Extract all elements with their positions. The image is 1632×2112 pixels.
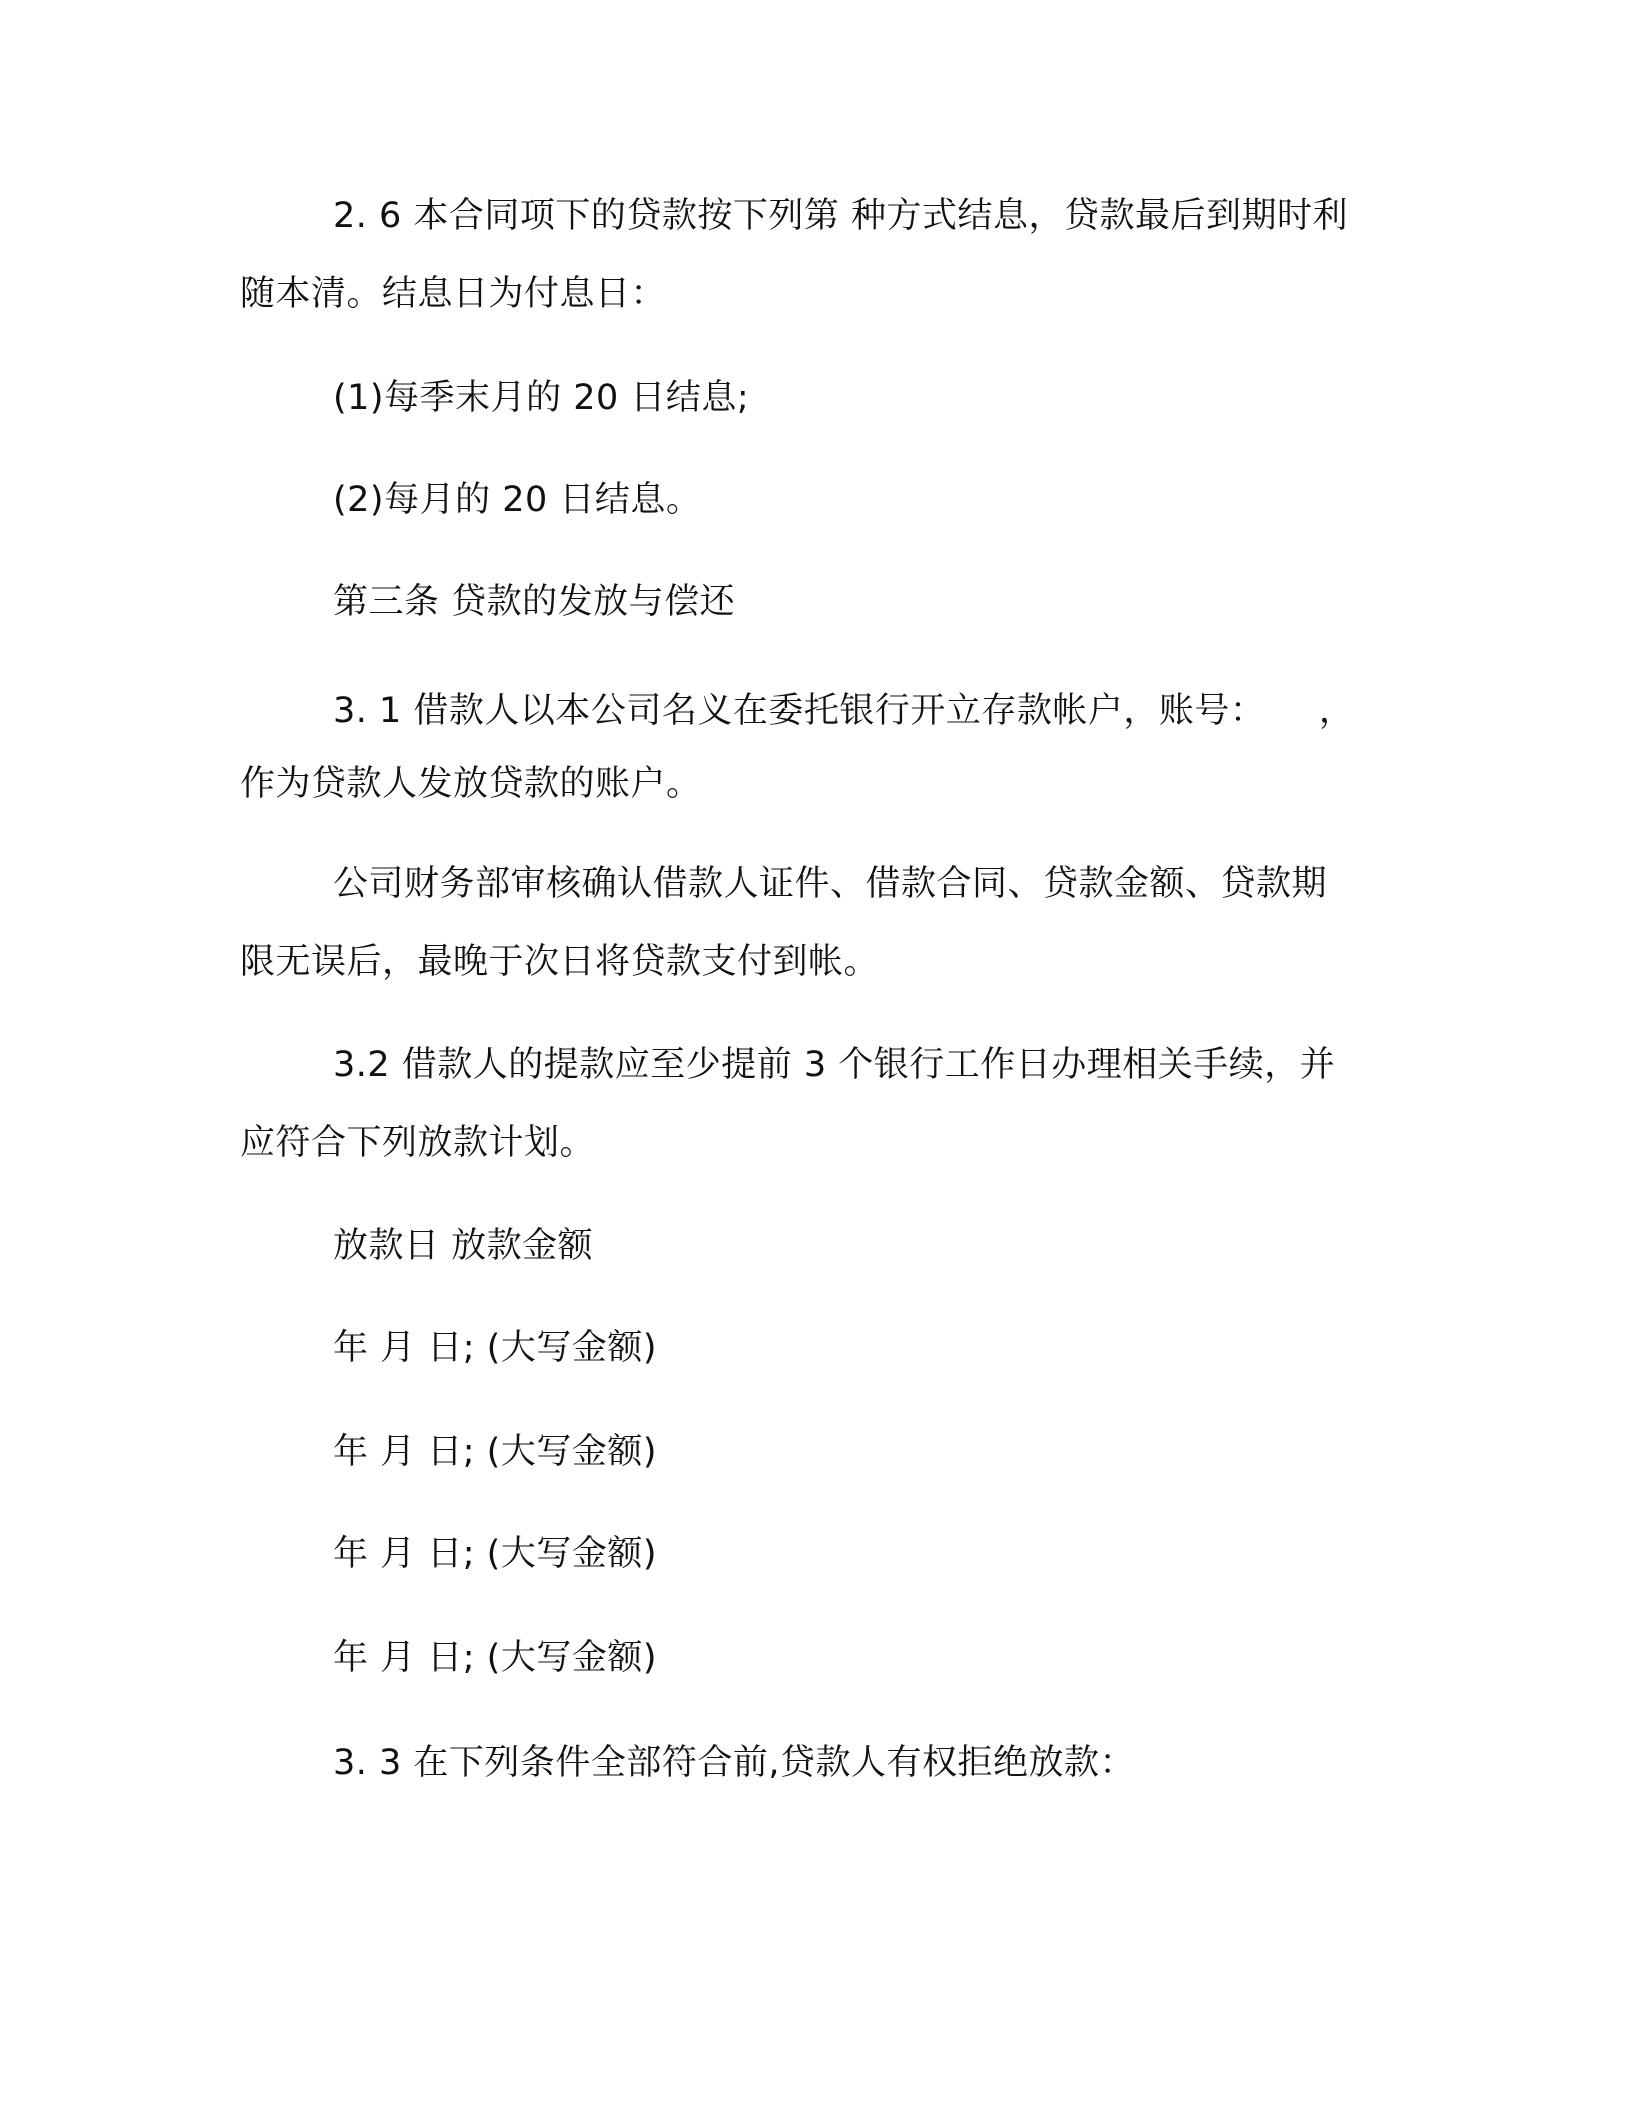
clause-3-1-line-1: 3. 1 借款人以本公司名义在委托银行开立存款帐户，账号： ， [333,691,1355,731]
clause-2-6-line-2: 随本清。结息日为付息日： [240,274,667,314]
disbursement-row: 年 月 日; (大写金额) [333,1534,657,1574]
disbursement-row: 年 月 日; (大写金额) [333,1638,657,1678]
interest-option-1: (1)每季末月的 20 日结息; [333,378,750,418]
clause-2-6-line-1: 2. 6 本合同项下的贷款按下列第 种方式结息，贷款最后到期时利 [333,196,1349,236]
clause-3-2-line-2: 应符合下列放款计划。 [240,1123,596,1163]
clause-3-2-line-1: 3.2 借款人的提款应至少提前 3 个银行工作日办理相关手续，并 [333,1045,1336,1085]
clause-3-1-line-2: 作为贷款人发放贷款的账户。 [240,764,702,804]
article-3-heading: 第三条 贷款的发放与偿还 [333,582,736,622]
disbursement-schedule-header: 放款日 放款金额 [333,1226,594,1266]
finance-review-line-1: 公司财务部审核确认借款人证件、借款合同、贷款金额、贷款期 [333,864,1328,904]
finance-review-line-2: 限无误后，最晚于次日将贷款支付到帐。 [240,942,880,982]
interest-option-2: (2)每月的 20 日结息。 [333,480,702,520]
clause-3-3-line-1: 3. 3 在下列条件全部符合前,贷款人有权拒绝放款： [333,1743,1136,1783]
disbursement-row: 年 月 日; (大写金额) [333,1328,657,1368]
disbursement-row: 年 月 日; (大写金额) [333,1432,657,1472]
